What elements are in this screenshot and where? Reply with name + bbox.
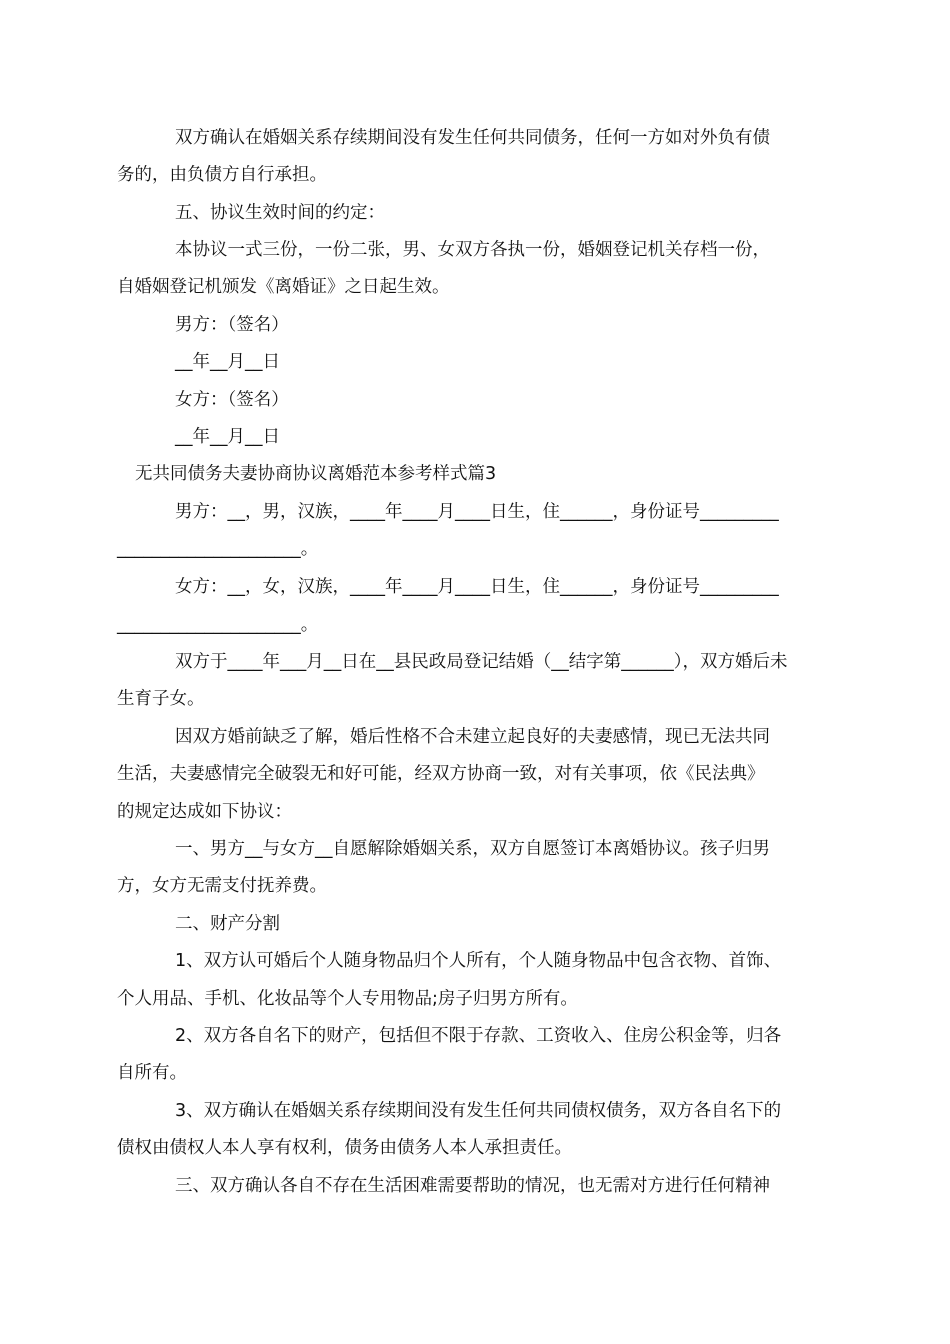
section-heading: 二、财产分割 (175, 914, 280, 934)
date-line: __年__月__日 (175, 427, 280, 447)
paragraph-line: 女方：__，女，汉族，____年____月____日生，住______，身份证号_________ (175, 577, 779, 597)
paragraph-line: _____________________。 (117, 615, 319, 635)
paragraph-line: 1、双方认可婚后个人随身物品归个人所有，个人随身物品中包含衣物、首饰、 (175, 951, 782, 971)
section-title: 无共同债务夫妻协商协议离婚范本参考样式篇3 (135, 464, 497, 484)
signature-line-male: 男方：（签名） (175, 315, 289, 335)
paragraph-line: 个人用品、手机、化妆品等个人专用物品;房子归男方所有。 (117, 989, 578, 1009)
paragraph-line: 3、双方确认在婚姻关系存续期间没有发生任何共同债权债务，双方各自名下的 (175, 1101, 782, 1121)
paragraph-line: 生育子女。 (117, 689, 205, 709)
paragraph-line: 本协议一式三份，一份二张，男、女双方各执一份，婚姻登记机关存档一份， (175, 240, 770, 260)
paragraph-line: 方，女方无需支付抚养费。 (117, 876, 327, 896)
paragraph-line: 自所有。 (117, 1063, 187, 1083)
paragraph-line: 的规定达成如下协议： (117, 802, 292, 822)
paragraph-line: _____________________。 (117, 539, 319, 559)
paragraph-line: 因双方婚前缺乏了解，婚后性格不合未建立起良好的夫妻感情，现已无法共同 (175, 727, 770, 747)
paragraph-line: 务的，由负债方自行承担。 (117, 165, 327, 185)
paragraph-line: 三、双方确认各自不存在生活困难需要帮助的情况，也无需对方进行任何精神 (175, 1176, 770, 1196)
signature-line-female: 女方：（签名） (175, 390, 289, 410)
section-heading: 五、协议生效时间的约定： (175, 203, 385, 223)
paragraph-line: 男方：__，男，汉族，____年____月____日生，住______，身份证号_________ (175, 502, 779, 522)
paragraph-line: 2、双方各自名下的财产，包括但不限于存款、工资收入、住房公积金等，归各 (175, 1026, 782, 1046)
paragraph-line: 双方于____年___月__日在__县民政局登记结婚（__结字第______），双方婚后未 (175, 652, 788, 672)
paragraph-line: 生活，夫妻感情完全破裂无和好可能，经双方协商一致，对有关事项，依《民法典》 (117, 764, 765, 784)
paragraph-line: 一、男方__与女方__自愿解除婚姻关系，双方自愿签订本离婚协议。孩子归男 (175, 839, 770, 859)
date-line: __年__月__日 (175, 352, 280, 372)
paragraph-line: 双方确认在婚姻关系存续期间没有发生任何共同债务，任何一方如对外负有债 (175, 128, 770, 148)
paragraph-line: 债权由债权人本人享有权利，债务由债务人本人承担责任。 (117, 1138, 572, 1158)
paragraph-line: 自婚姻登记机颁发《离婚证》之日起生效。 (117, 277, 450, 297)
